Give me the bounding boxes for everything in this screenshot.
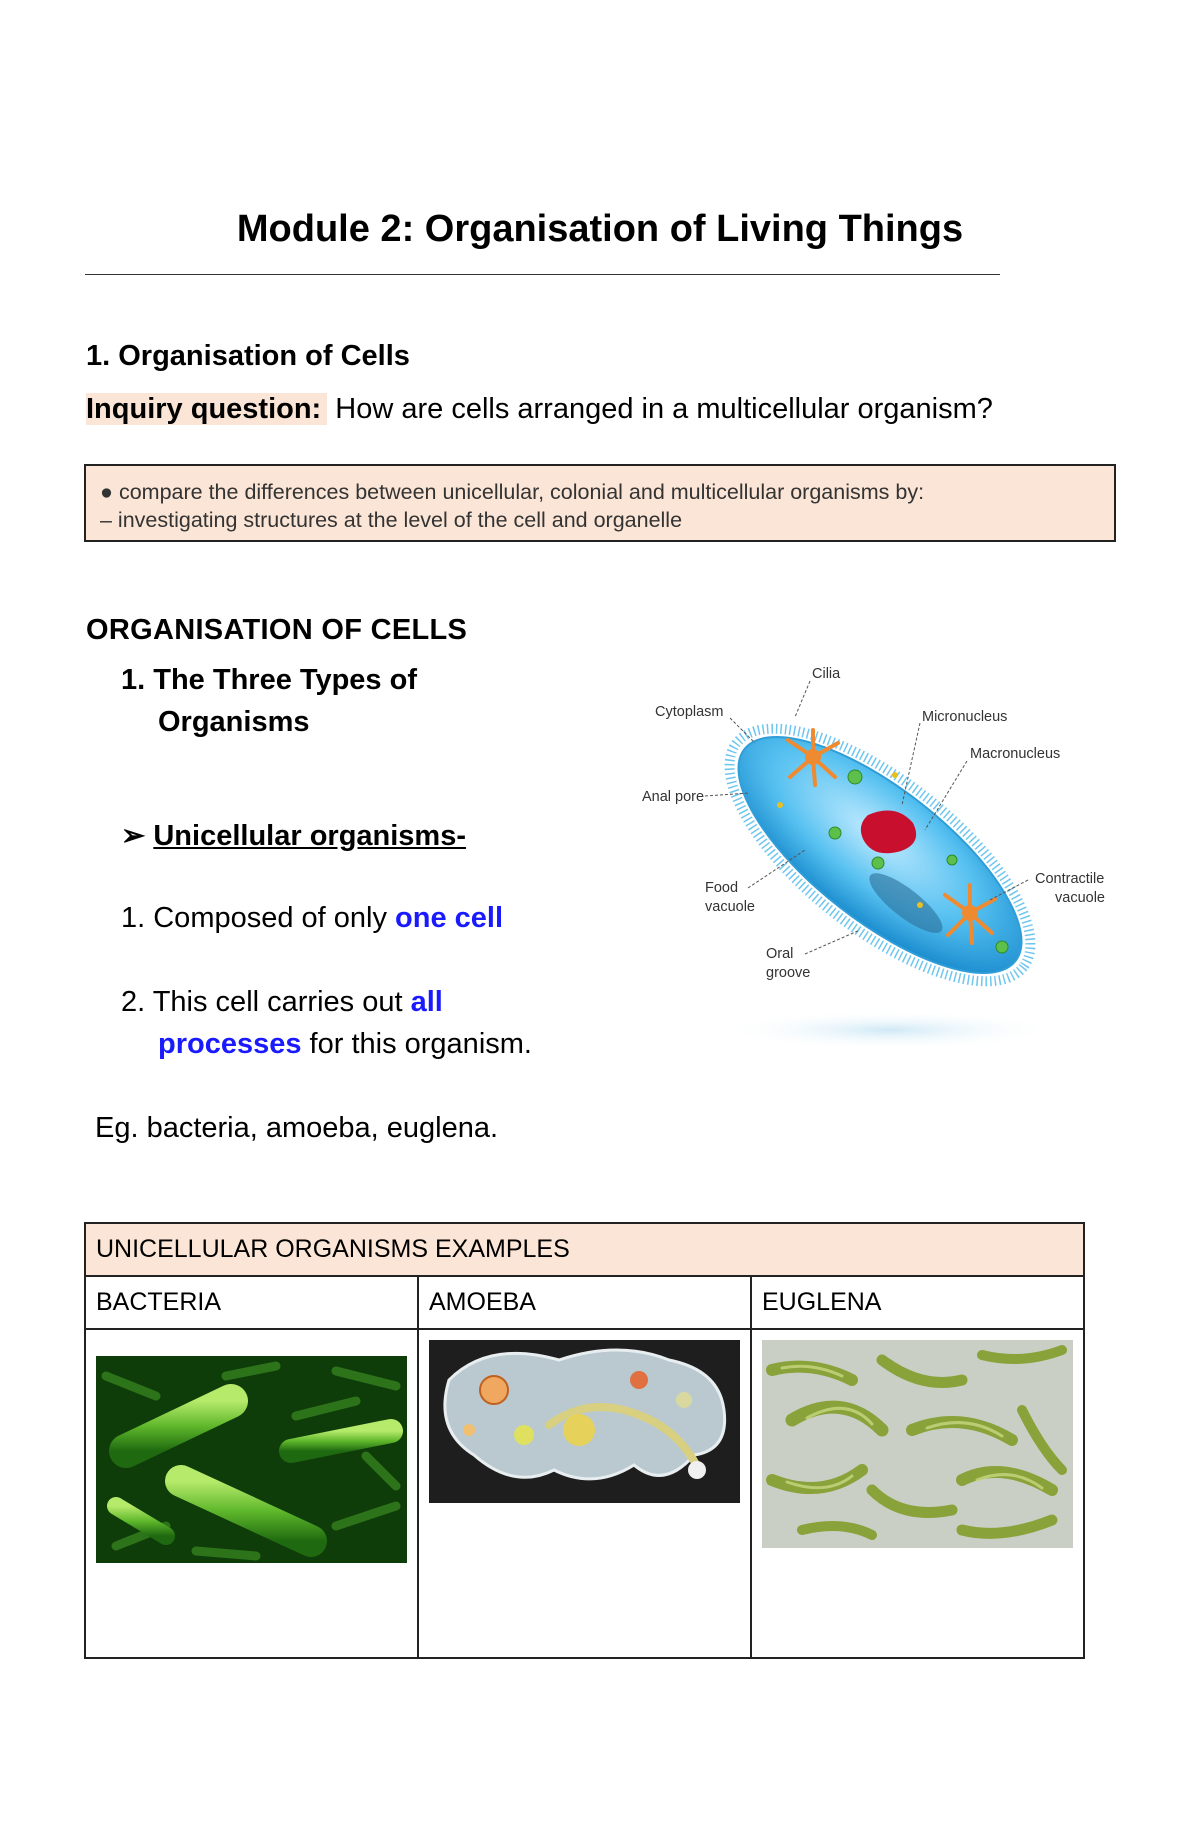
- food-vacuole: [947, 855, 957, 865]
- types-heading-line-1: 1. The Three Types of: [121, 664, 417, 696]
- granule: [777, 802, 783, 808]
- food-vacuole: [996, 941, 1008, 953]
- euglena-image-cell: [751, 1329, 1084, 1658]
- label-food-vacuole: vacuole: [705, 899, 755, 915]
- point-1-highlight: one cell: [395, 902, 504, 934]
- types-heading-line-2: Organisms: [158, 706, 310, 738]
- food-vacuole: [829, 827, 841, 839]
- examples-table: [84, 1222, 1085, 1659]
- point-1-text: 1. Composed of only: [121, 902, 396, 934]
- label-micronucleus: Micronucleus: [922, 709, 1008, 725]
- label-macronucleus: Macronucleus: [970, 746, 1061, 762]
- bacteria-image: [96, 1356, 407, 1563]
- label-cilia: Cilia: [812, 666, 841, 682]
- label-contractile: Contractile: [1035, 871, 1105, 887]
- point-1: [121, 902, 503, 935]
- amoeba-image-cell: [418, 1329, 751, 1658]
- label-cytoplasm: Cytoplasm: [655, 704, 724, 720]
- point-2-highlight-2: processes: [158, 1028, 302, 1060]
- column-amoeba: AMOEBA: [418, 1276, 751, 1329]
- euglena-image: [762, 1340, 1073, 1548]
- inquiry-question: [86, 393, 993, 426]
- unicellular-label: Unicellular organisms-: [153, 820, 467, 852]
- examples-text: Eg. bacteria, amoeba, euglena.: [95, 1112, 499, 1144]
- food-vacuole: [872, 857, 884, 869]
- point-2-text-end: for this organism.: [301, 1028, 532, 1060]
- paramecium-diagram: [630, 655, 1130, 1055]
- section-heading: 1. Organisation of Cells: [86, 340, 410, 372]
- point-2-highlight-1: all: [410, 986, 443, 1018]
- dotpoint-line-2: – investigating structures at the level of the cell and organelle: [100, 508, 683, 532]
- inquiry-label: Inquiry question:: [86, 393, 327, 425]
- label-food: Food: [705, 880, 739, 896]
- column-bacteria: BACTERIA: [85, 1276, 418, 1329]
- bacteria-image-cell: [85, 1329, 418, 1658]
- food-vacuole: [848, 770, 862, 784]
- amoeba-image: [429, 1340, 740, 1503]
- table-header: UNICELLULAR ORGANISMS EXAMPLES: [85, 1223, 1084, 1276]
- arrow-bullet-icon: ➢: [121, 820, 154, 852]
- point-2-text: 2. This cell carries out: [121, 986, 411, 1018]
- column-euglena: EUGLENA: [751, 1276, 1084, 1329]
- label-anal-pore: Anal pore: [642, 789, 705, 805]
- label-groove: groove: [766, 965, 811, 981]
- unicellular-heading: [121, 818, 466, 853]
- shadow: [720, 1010, 1060, 1050]
- divider: [85, 274, 1000, 275]
- label-contractile-vacuole: vacuole: [1055, 890, 1105, 906]
- dotpoint-line-1: ● compare the differences between unicellular, colonial and multicellular organisms by:: [100, 480, 925, 504]
- syllabus-dotpoint-box: [84, 464, 1116, 542]
- inquiry-text: How are cells arranged in a multicellular organism?: [327, 393, 993, 425]
- granule: [917, 902, 923, 908]
- subheading: ORGANISATION OF CELLS: [86, 614, 468, 646]
- point-2-line-2: [158, 1028, 532, 1061]
- point-2-line-1: [121, 986, 443, 1019]
- page-title: Module 2: Organisation of Living Things: [236, 208, 964, 250]
- label-oral: Oral: [766, 946, 794, 962]
- granule: [892, 772, 898, 778]
